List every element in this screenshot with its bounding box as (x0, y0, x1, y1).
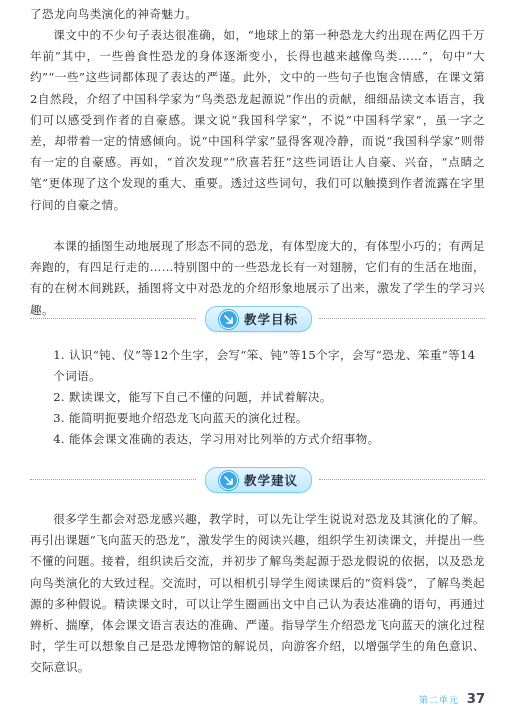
suggestions-paragraph: 很多学生都会对恐龙感兴趣，教学时，可以先让学生说说对恐龙及其演化的了解。再引出课题“飞向蓝天的恐龙”，激发学生的阅读兴趣，组织学生初读课文，并提出一些不懂的问题。接着，组织读后交流，并初步了解鸟类起源于恐龙假说的依据，以及恐龙向鸟类演化的大致过程。交流时，可以相机引导学生阅读课后的“资料袋”，了解鸟类起源的多种假说。精读课文时，可以让学生圈画出文中自己认为表达准确的语句，再通过辨析、揣摩，体会课文语言表达的准确、严谨。指导学生介绍恐龙飞向蓝天的演化过程时，学生可以想象自己是恐龙博物馆的解说员，向游客介绍，以增强学生的角色意识、交际意识。 (30, 512, 485, 675)
section-title: 教学建议 (243, 473, 298, 488)
unit-label: 第二单元 (418, 696, 459, 706)
section-title-pill (205, 467, 312, 493)
goal-item: 2. 默读课文，能写下自己不懂的问题，并试着解决。 (53, 390, 332, 404)
page-number: 37 (466, 692, 485, 707)
section-header-goals (30, 306, 485, 332)
goal-item: 4. 能体会课文准确的表达，学习用对比列举的方式介绍事物。 (53, 432, 380, 446)
goals-list (30, 345, 485, 450)
divider-left (30, 479, 196, 480)
section-title: 教学目标 (243, 312, 298, 327)
intro-paragraph-1: 课文中的不少句子表达很准确，如，“地球上的第一种恐龙大约出现在两亿四千万年前”其中，一些兽食性恐龙的身体逐渐变小，长得也越来越像鸟类……”，句中“大约”“一些”这些词都体现了表达的严谨。此外，文中的一些句子也饱含情感，在课文第2自然段，介绍了中国科学家为“鸟类恐龙起源说”作出的贡献，细细品读文本语言，我们可以感受到作者的自豪感。课文说“我国科学家”，不说“中国科学家”，虽一字之差，却带着一定的情感倾向。说“中国科学家”显得客观冷静，而说“我国科学家”则带有一定的自豪感。再如，“首次发现”“欣喜若狂”这些词语让人自豪、兴奋，“点睛之笔”更体现了这个发现的重大、重要。透过这些词句，我们可以触摸到作者流露在字里行间的自豪之情。 (30, 28, 485, 212)
goal-item: 1. 认识“钝、仪”等12个生字，会写“笨、钝”等15个字，会写“恐龙、笨重”等14个词语。 (53, 348, 476, 383)
divider-right (319, 479, 485, 480)
intro-paragraph-2: 本课的插图生动地展现了形态不同的恐龙，有体型庞大的，有体型小巧的；有两足奔跑的，有四足行走的……特别图中的一些恐龙长有一对翅膀，它们有的生活在地面，有的在树木间跳跃，插图将文中对恐龙的介绍形象地展示了出来，激发了学生的学习兴趣。 (30, 239, 485, 317)
page-footer (419, 692, 485, 707)
divider-left (30, 318, 196, 319)
goal-item: 3. 能简明扼要地介绍恐龙飞向蓝天的演化过程。 (53, 411, 308, 425)
intro-continuation-line: 了恐龙向鸟类演化的神奇魅力。 (30, 7, 198, 21)
section-header-suggestions (30, 467, 485, 493)
arrow-down-right-icon (219, 310, 238, 329)
divider-right (319, 318, 485, 319)
section-title-pill (205, 306, 312, 332)
arrow-down-right-icon (219, 471, 238, 490)
